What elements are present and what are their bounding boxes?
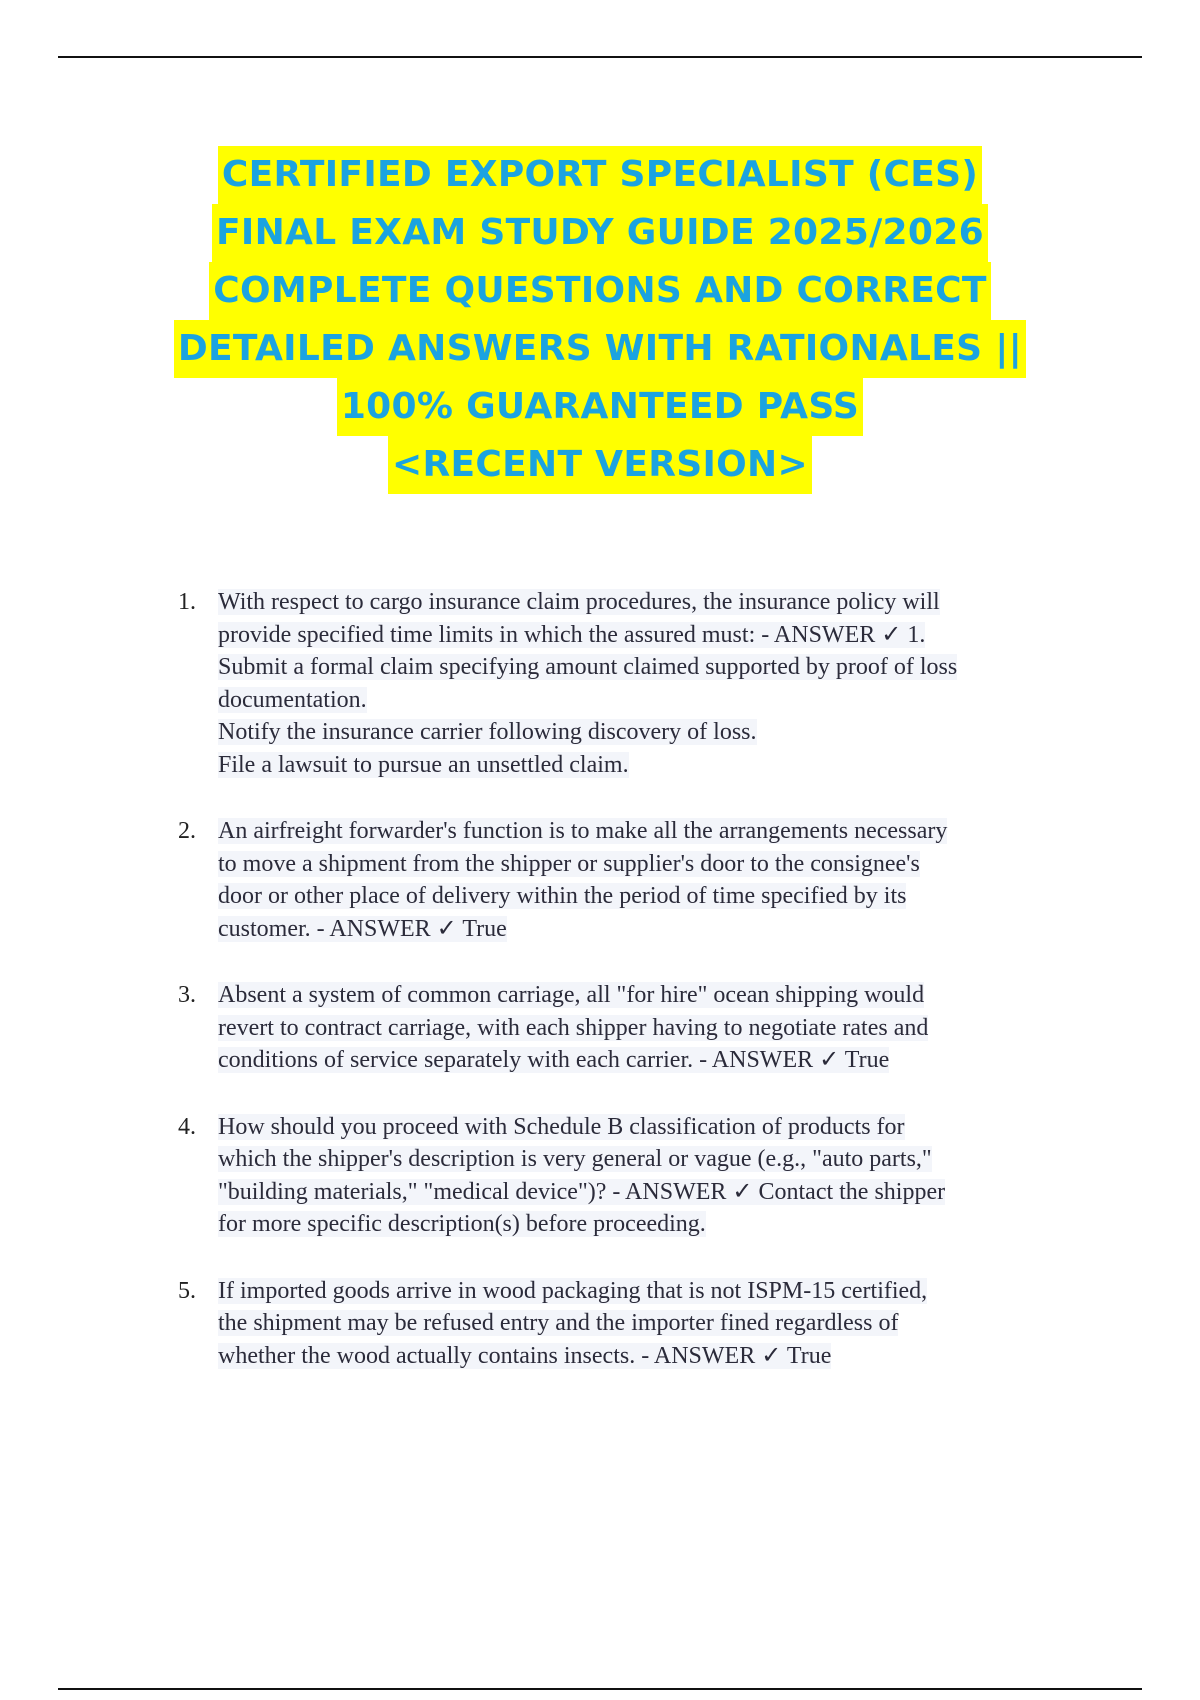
title-line: CERTIFIED EXPORT SPECIALIST (CES) <box>100 146 1100 204</box>
title-line: COMPLETE QUESTIONS AND CORRECT <box>100 262 1100 320</box>
question-line: provide specified time limits in which the assured must: - ANSWER ✓ 1. <box>218 621 926 648</box>
title-line: FINAL EXAM STUDY GUIDE 2025/2026 <box>100 204 1100 262</box>
question-text <box>218 1111 1098 1241</box>
question-line: An airfreight forwarder's function is to make all the arrangements necessary <box>218 818 948 844</box>
question-number: 1. <box>178 589 196 615</box>
title-line: DETAILED ANSWERS WITH RATIONALES || <box>100 320 1100 378</box>
question-line: How should you proceed with Schedule B classification of products for <box>218 1113 905 1140</box>
question-item <box>178 815 1098 945</box>
question-line: whether the wood actually contains insects. - ANSWER ✓ True <box>218 1342 832 1369</box>
question-line: If imported goods arrive in wood packaging that is not ISPM-15 certified, <box>218 1277 928 1304</box>
question-line: for more specific description(s) before proceeding. <box>218 1211 706 1237</box>
question-number: 5. <box>178 1277 196 1304</box>
question-text <box>218 1275 1098 1373</box>
question-text <box>218 979 1098 1077</box>
question-line: With respect to cargo insurance claim procedures, the insurance policy will <box>218 589 940 615</box>
question-number: 4. <box>178 1113 196 1140</box>
document-title <box>100 146 1100 494</box>
question-line: File a lawsuit to pursue an unsettled claim. <box>218 751 629 778</box>
question-text <box>218 815 1098 945</box>
question-line: customer. - ANSWER ✓ True <box>218 915 507 942</box>
question-line: revert to contract carriage, with each shipper having to negotiate rates and <box>218 1014 929 1041</box>
question-number: 3. <box>178 982 196 1008</box>
question-line: "building materials," "medical device")? - ANSWER ✓ Contact the shipper <box>218 1178 946 1205</box>
bottom-rule <box>58 1688 1142 1690</box>
question-item <box>178 586 1098 781</box>
question-text <box>218 586 1098 781</box>
question-item <box>178 979 1098 1077</box>
question-item <box>178 1275 1098 1373</box>
question-line: the shipment may be refused entry and the importer fined regardless of <box>218 1310 899 1336</box>
question-item <box>178 1111 1098 1241</box>
question-line: Notify the insurance carrier following discovery of loss. <box>218 719 757 745</box>
question-list <box>178 586 1098 1406</box>
question-line: conditions of service separately with each carrier. - ANSWER ✓ True <box>218 1047 890 1073</box>
question-line: door or other place of delivery within the period of time specified by its <box>218 883 907 909</box>
title-line: <RECENT VERSION> <box>100 436 1100 494</box>
question-number: 2. <box>178 818 196 844</box>
title-line: 100% GUARANTEED PASS <box>100 378 1100 436</box>
question-line: documentation. <box>218 686 367 713</box>
question-line: Absent a system of common carriage, all "for hire" ocean shipping would <box>218 982 925 1008</box>
question-line: which the shipper's description is very general or vague (e.g., "auto parts," <box>218 1146 932 1172</box>
question-line: to move a shipment from the shipper or supplier's door to the consignee's <box>218 850 920 877</box>
top-rule <box>58 56 1142 58</box>
question-line: Submit a formal claim specifying amount claimed supported by proof of loss <box>218 654 958 680</box>
